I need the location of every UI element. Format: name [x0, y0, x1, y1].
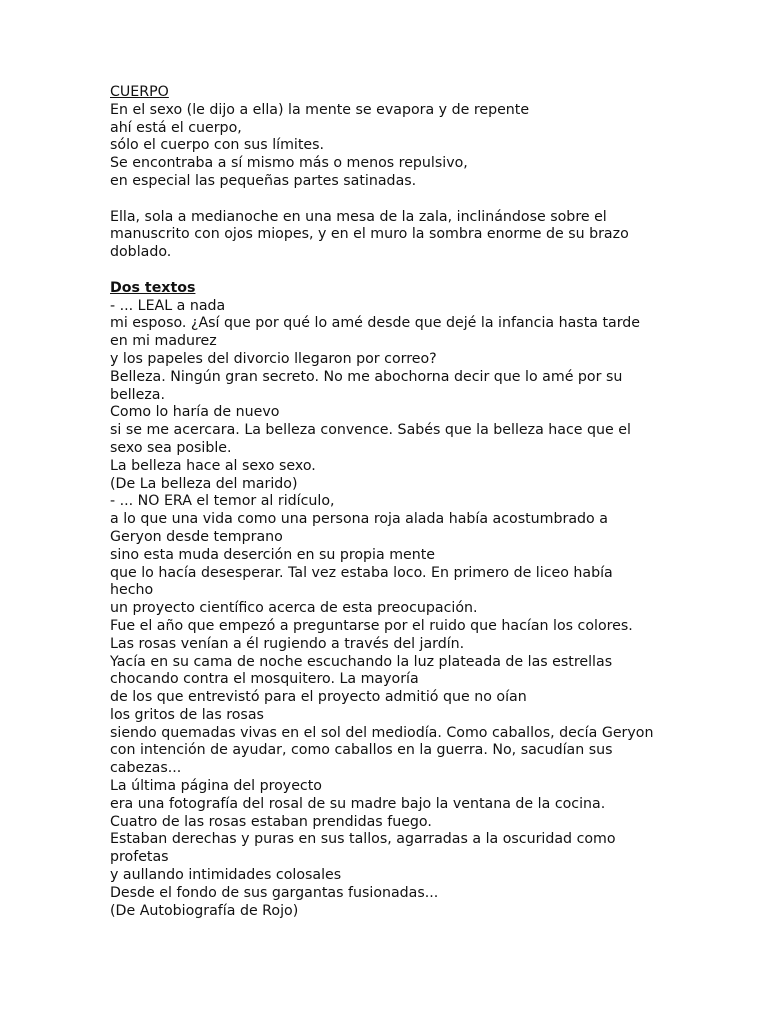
text-line: a lo que una vida como una persona roja alada había acostumbrado a	[110, 511, 608, 528]
text-line: Cuatro de las rosas estaban prendidas fuego.	[110, 813, 432, 830]
verse-line: ahí está el cuerpo,	[110, 119, 242, 136]
text-line: Desde el fondo de sus gargantas fusionadas...	[110, 884, 439, 901]
text-line: profetas	[110, 849, 169, 866]
section-title-dos-textos: Dos textos	[110, 279, 196, 296]
text-line: sexo sea posible.	[110, 439, 232, 456]
text-line: era una fotografía del rosal de su madre bajo la ventana de la cocina.	[110, 795, 606, 812]
verse-line: en especial las pequeñas partes satinadas.	[110, 172, 417, 189]
text-line: Las rosas venían a él rugiendo a través del jardín.	[110, 635, 465, 652]
document-body	[110, 84, 670, 920]
text-line: (De La belleza del marido)	[110, 475, 298, 492]
paragraph-line: doblado.	[110, 244, 172, 261]
text-line: mi esposo. ¿Así que por qué lo amé desde que dejé la infancia hasta tarde	[110, 315, 641, 332]
text-line: Fue el año que empezó a preguntarse por el ruido que hacían los colores.	[110, 617, 633, 634]
text-line: siendo quemadas vivas en el sol del mediodía. Como caballos, decía Geryon	[110, 724, 654, 741]
cuerpo-paragraph	[110, 209, 670, 262]
text-line: hecho	[110, 582, 154, 599]
text-line: (De Autobiografía de Rojo)	[110, 902, 299, 919]
text-line: Como lo haría de nuevo	[110, 404, 280, 421]
text-line: y los papeles del divorcio llegaron por correo?	[110, 350, 437, 367]
verse-line: sólo el cuerpo con sus límites.	[110, 137, 325, 154]
text-line: en mi madurez	[110, 333, 217, 350]
spacer	[110, 262, 670, 280]
text-line: - ... LEAL a nada	[110, 297, 226, 314]
dos-textos-body	[110, 298, 670, 921]
paragraph-line: manuscrito con ojos miopes, y en el muro la sombra enorme de su brazo	[110, 226, 629, 243]
text-line: Yacía en su cama de noche escuchando la luz plateada de las estrellas	[110, 653, 613, 670]
cuerpo-verse	[110, 102, 670, 191]
text-line: y aullando intimidades colosales	[110, 867, 342, 884]
text-line: un proyecto científico acerca de esta preocupación.	[110, 600, 478, 617]
text-line: Estaban derechas y puras en sus tallos, agarradas a la oscuridad como	[110, 831, 616, 848]
text-line: Belleza. Ningún gran secreto. No me abochorna decir que lo amé por su	[110, 368, 623, 385]
text-line: cabezas...	[110, 760, 182, 777]
text-line: que lo hacía desesperar. Tal vez estaba loco. En primero de liceo había	[110, 564, 613, 581]
text-line: La última página del proyecto	[110, 778, 322, 795]
verse-line: Se encontraba a sí mismo más o menos repulsivo,	[110, 155, 468, 172]
text-line: La belleza hace al sexo sexo.	[110, 457, 316, 474]
text-line: - ... NO ERA el temor al ridículo,	[110, 493, 335, 510]
spacer	[110, 191, 670, 209]
verse-line: En el sexo (le dijo a ella) la mente se evapora y de repente	[110, 101, 530, 118]
text-line: chocando contra el mosquitero. La mayoría	[110, 671, 419, 688]
text-line: si se me acercara. La belleza convence. Sabés que la belleza hace que el	[110, 422, 631, 439]
text-line: belleza.	[110, 386, 165, 403]
text-line: con intención de ayudar, como caballos en la guerra. No, sacudían sus	[110, 742, 613, 759]
text-line: sino esta muda deserción en su propia mente	[110, 546, 436, 563]
text-line: los gritos de las rosas	[110, 706, 264, 723]
text-line: de los que entrevistó para el proyecto admitió que no oían	[110, 689, 527, 706]
section-title-cuerpo: CUERPO	[110, 84, 169, 100]
text-line: Geryon desde temprano	[110, 528, 283, 545]
paragraph-line: Ella, sola a medianoche en una mesa de la zala, inclinándose sobre el	[110, 208, 607, 225]
